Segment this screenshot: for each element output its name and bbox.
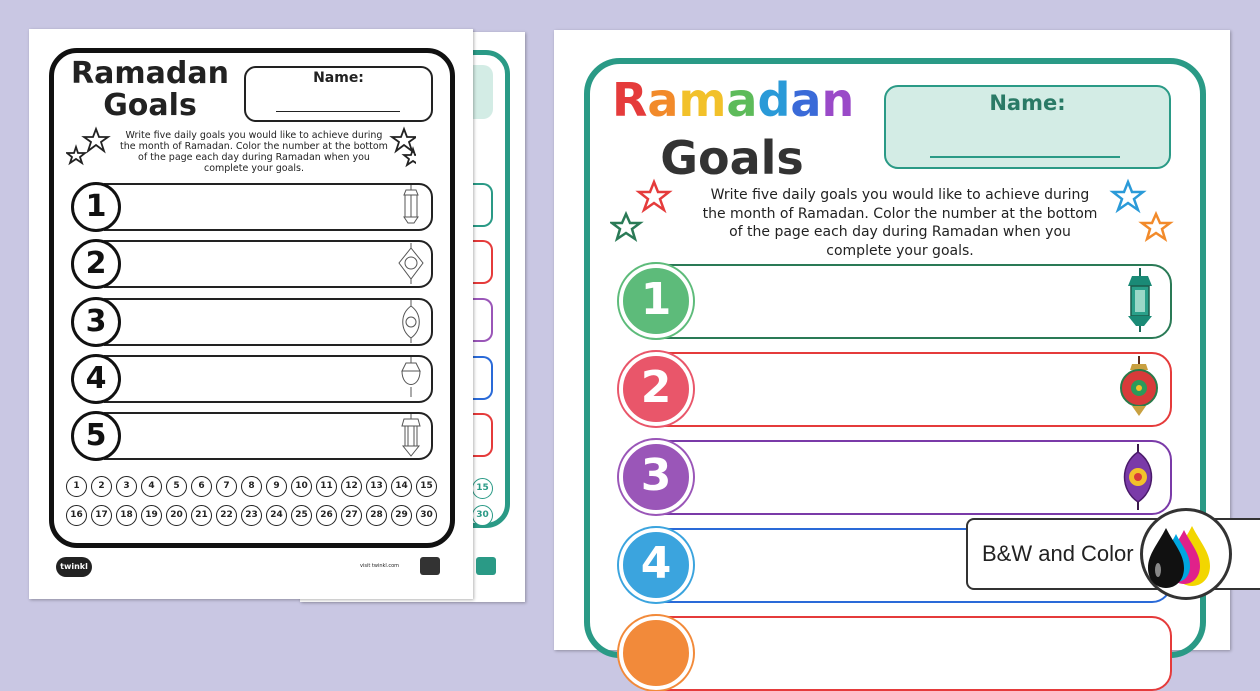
bw-goal-row-4[interactable] (104, 355, 433, 403)
lantern-icon (1124, 268, 1156, 334)
tracker-day-circle[interactable]: 8 (241, 476, 262, 497)
color-name-label: Name: (989, 91, 1066, 115)
tracker-day-circle[interactable]: 3 (116, 476, 137, 497)
tracker-day-circle[interactable]: 11 (316, 476, 337, 497)
title-letter: a (647, 73, 679, 127)
lantern-icon (1118, 356, 1160, 422)
color-goal-row-2[interactable] (662, 352, 1172, 427)
color-goal-number-4: 4 (619, 528, 693, 602)
bw-goal-row-3[interactable] (104, 298, 433, 346)
tracker-day-circle[interactable]: 12 (341, 476, 362, 497)
lantern-icon (1116, 444, 1160, 512)
title-letter: a (790, 73, 822, 127)
tracker-day-circle[interactable]: 26 (316, 505, 337, 526)
back-tracker-circle: 30 (472, 505, 493, 526)
tracker-day-circle[interactable]: 27 (341, 505, 362, 526)
bw-goal-number-3: 3 (71, 297, 121, 347)
bw-goal-row-2[interactable] (104, 240, 433, 288)
lantern-icon (396, 357, 426, 401)
star-icon (67, 147, 85, 163)
back-tracker-circle: 15 (472, 478, 493, 499)
bw-goal-number-2: 2 (71, 239, 121, 289)
bw-footer-badge (420, 557, 440, 575)
title-letter: R (612, 73, 648, 127)
tracker-day-circle[interactable]: 24 (266, 505, 287, 526)
color-goal-row-5[interactable] (662, 616, 1172, 691)
tracker-day-circle[interactable]: 6 (191, 476, 212, 497)
tracker-day-circle[interactable]: 23 (241, 505, 262, 526)
tracker-day-circle[interactable]: 5 (166, 476, 187, 497)
bw-goal-row-1[interactable] (104, 183, 433, 231)
bw-tracker-row-2 (66, 505, 438, 527)
format-badge-label: B&W and Color (982, 541, 1134, 566)
title-letter: m (678, 73, 727, 127)
twinkl-logo: twinkl (56, 557, 92, 577)
bw-footer-text: visit twinkl.com (360, 563, 400, 569)
tracker-day-circle[interactable]: 30 (416, 505, 437, 526)
color-goal-number-2: 2 (619, 352, 693, 426)
back-footer-badge (476, 557, 496, 575)
color-instructions: Write five daily goals you would like to achieve during the month of Ramadan. Color the number at the bottom of the page each day during Ramadan when you complete your goals. (702, 187, 1098, 259)
color-title-line1 (612, 73, 855, 127)
color-goal-number-3: 3 (619, 440, 693, 514)
color-goal-row-3[interactable] (662, 440, 1172, 515)
tracker-day-circle[interactable]: 16 (66, 505, 87, 526)
bw-title-line2: Goals (103, 88, 197, 123)
star-icon (639, 182, 669, 210)
tracker-day-circle[interactable]: 28 (366, 505, 387, 526)
bw-goal-number-5: 5 (71, 411, 121, 461)
tracker-day-circle[interactable]: 20 (166, 505, 187, 526)
bw-title-line1: Ramadan (71, 56, 229, 91)
color-goal-number-1: 1 (619, 264, 693, 338)
lantern-icon (396, 243, 426, 285)
tracker-day-circle[interactable]: 9 (266, 476, 287, 497)
tracker-day-circle[interactable]: 17 (91, 505, 112, 526)
tracker-day-circle[interactable]: 13 (366, 476, 387, 497)
star-icon (1113, 182, 1143, 210)
tracker-day-circle[interactable]: 25 (291, 505, 312, 526)
star-icon (84, 129, 108, 151)
bw-goal-number-4: 4 (71, 354, 121, 404)
star-icon (612, 214, 640, 239)
star-icon (1142, 214, 1170, 239)
bw-name-line (276, 111, 400, 112)
lantern-icon (398, 185, 424, 227)
title-letter: n (821, 73, 855, 127)
ink-drops-icon (1148, 520, 1226, 592)
tracker-day-circle[interactable]: 14 (391, 476, 412, 497)
lantern-icon (396, 300, 426, 344)
star-icon (392, 129, 416, 151)
tracker-day-circle[interactable]: 18 (116, 505, 137, 526)
star-icon (404, 149, 416, 165)
bw-instructions: Write five daily goals you would like to achieve during the month of Ramadan. Color the number at the bottom of the page each day during Ramadan when you complete your goals. (120, 130, 388, 174)
tracker-day-circle[interactable]: 2 (91, 476, 112, 497)
title-letter: d (757, 73, 791, 127)
tracker-day-circle[interactable]: 1 (66, 476, 87, 497)
color-title-line2: Goals (660, 131, 804, 185)
lantern-icon (398, 414, 424, 458)
bw-page-title (60, 58, 240, 122)
tracker-day-circle[interactable]: 10 (291, 476, 312, 497)
color-goal-row-1[interactable] (662, 264, 1172, 339)
tracker-day-circle[interactable]: 21 (191, 505, 212, 526)
bw-tracker-row-1 (66, 476, 438, 498)
bw-goal-row-5[interactable] (104, 412, 433, 460)
color-goal-number-5 (619, 616, 693, 690)
bw-goal-number-1: 1 (71, 182, 121, 232)
tracker-day-circle[interactable]: 22 (216, 505, 237, 526)
tracker-day-circle[interactable]: 19 (141, 505, 162, 526)
tracker-day-circle[interactable]: 4 (141, 476, 162, 497)
tracker-day-circle[interactable]: 29 (391, 505, 412, 526)
title-letter: a (726, 73, 758, 127)
tracker-day-circle[interactable]: 15 (416, 476, 437, 497)
bw-name-label: Name: (313, 70, 364, 86)
color-name-line (930, 156, 1120, 158)
tracker-day-circle[interactable]: 7 (216, 476, 237, 497)
